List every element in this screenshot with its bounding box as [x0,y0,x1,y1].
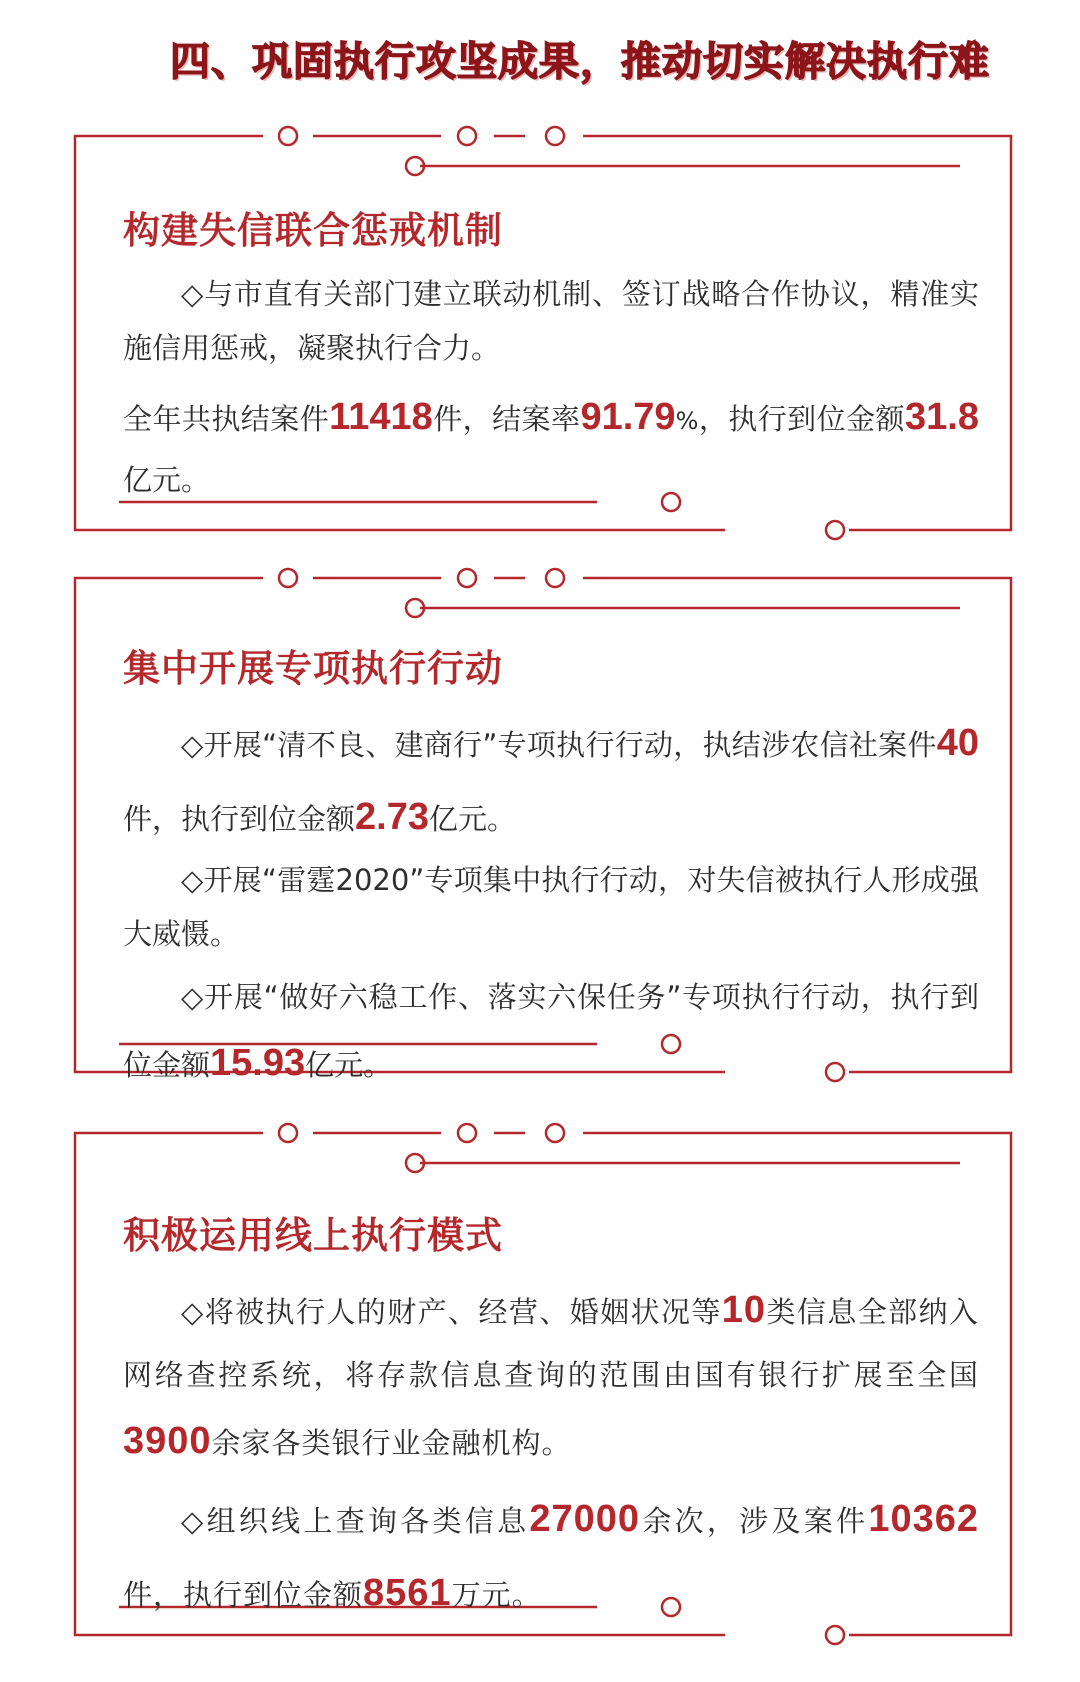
stat-amount: 8561 [363,1571,452,1614]
section-card-2 [75,560,1011,1085]
section-heading: 构建失信联合惩戒机制 [123,209,503,252]
stat-cases-closed: 11418 [329,396,433,439]
section-paragraph-stats: 全年共执结案件11418件，结案率91.79%，执行到位金额31.8亿元。 [123,396,979,498]
section-paragraph: ◇组织线上查询各类信息27000余次，涉及案件10362件，执行到位金额8561万元。 [123,1497,979,1614]
section-paragraph: ◇开展“清不良、建商行”专项执行行动，执结涉农信社案件40件，执行到位金额2.73亿元。 [123,722,979,839]
stat-cases: 10362 [868,1497,979,1540]
section-heading: 积极运用线上执行模式 [123,1214,503,1257]
section-card-1 [75,118,1011,540]
section-paragraph: ◇开展“雷霆2020”专项集中执行行动，对失信被执行人形成强大威慑。 [123,863,979,951]
stat-amount: 15.93 [210,1042,306,1085]
section-heading: 集中开展专项执行行动 [123,647,503,690]
stat-queries: 27000 [529,1497,641,1540]
stat-info-types: 10 [721,1289,767,1331]
section-paragraph: ◇将被执行人的财产、经营、婚姻状况等10类信息全部纳入网络查控系统，将存款信息查询的范围由国有银行扩展至全国3900余家各类银行业金融机构。 [123,1289,979,1462]
stat-amount: 31.8 [905,396,979,439]
stat-cases: 40 [936,722,979,764]
percent-sign: % [675,407,699,436]
section-card-3 [75,1115,1011,1645]
section-paragraph: ◇开展“做好六稳工作、落实六保任务”专项执行行动，执行到位金额15.93亿元。 [123,980,979,1085]
stat-closure-rate: 91.79 [580,396,676,439]
page-title: 四、巩固执行攻坚成果，推动切实解决执行难 [170,39,990,85]
section-paragraph: ◇与市直有关部门建立联动机制、签订战略合作协议，精准实施信用惩戒，凝聚执行合力。 [123,277,979,365]
stat-amount: 2.73 [355,796,429,839]
stat-banks: 3900 [123,1419,212,1462]
